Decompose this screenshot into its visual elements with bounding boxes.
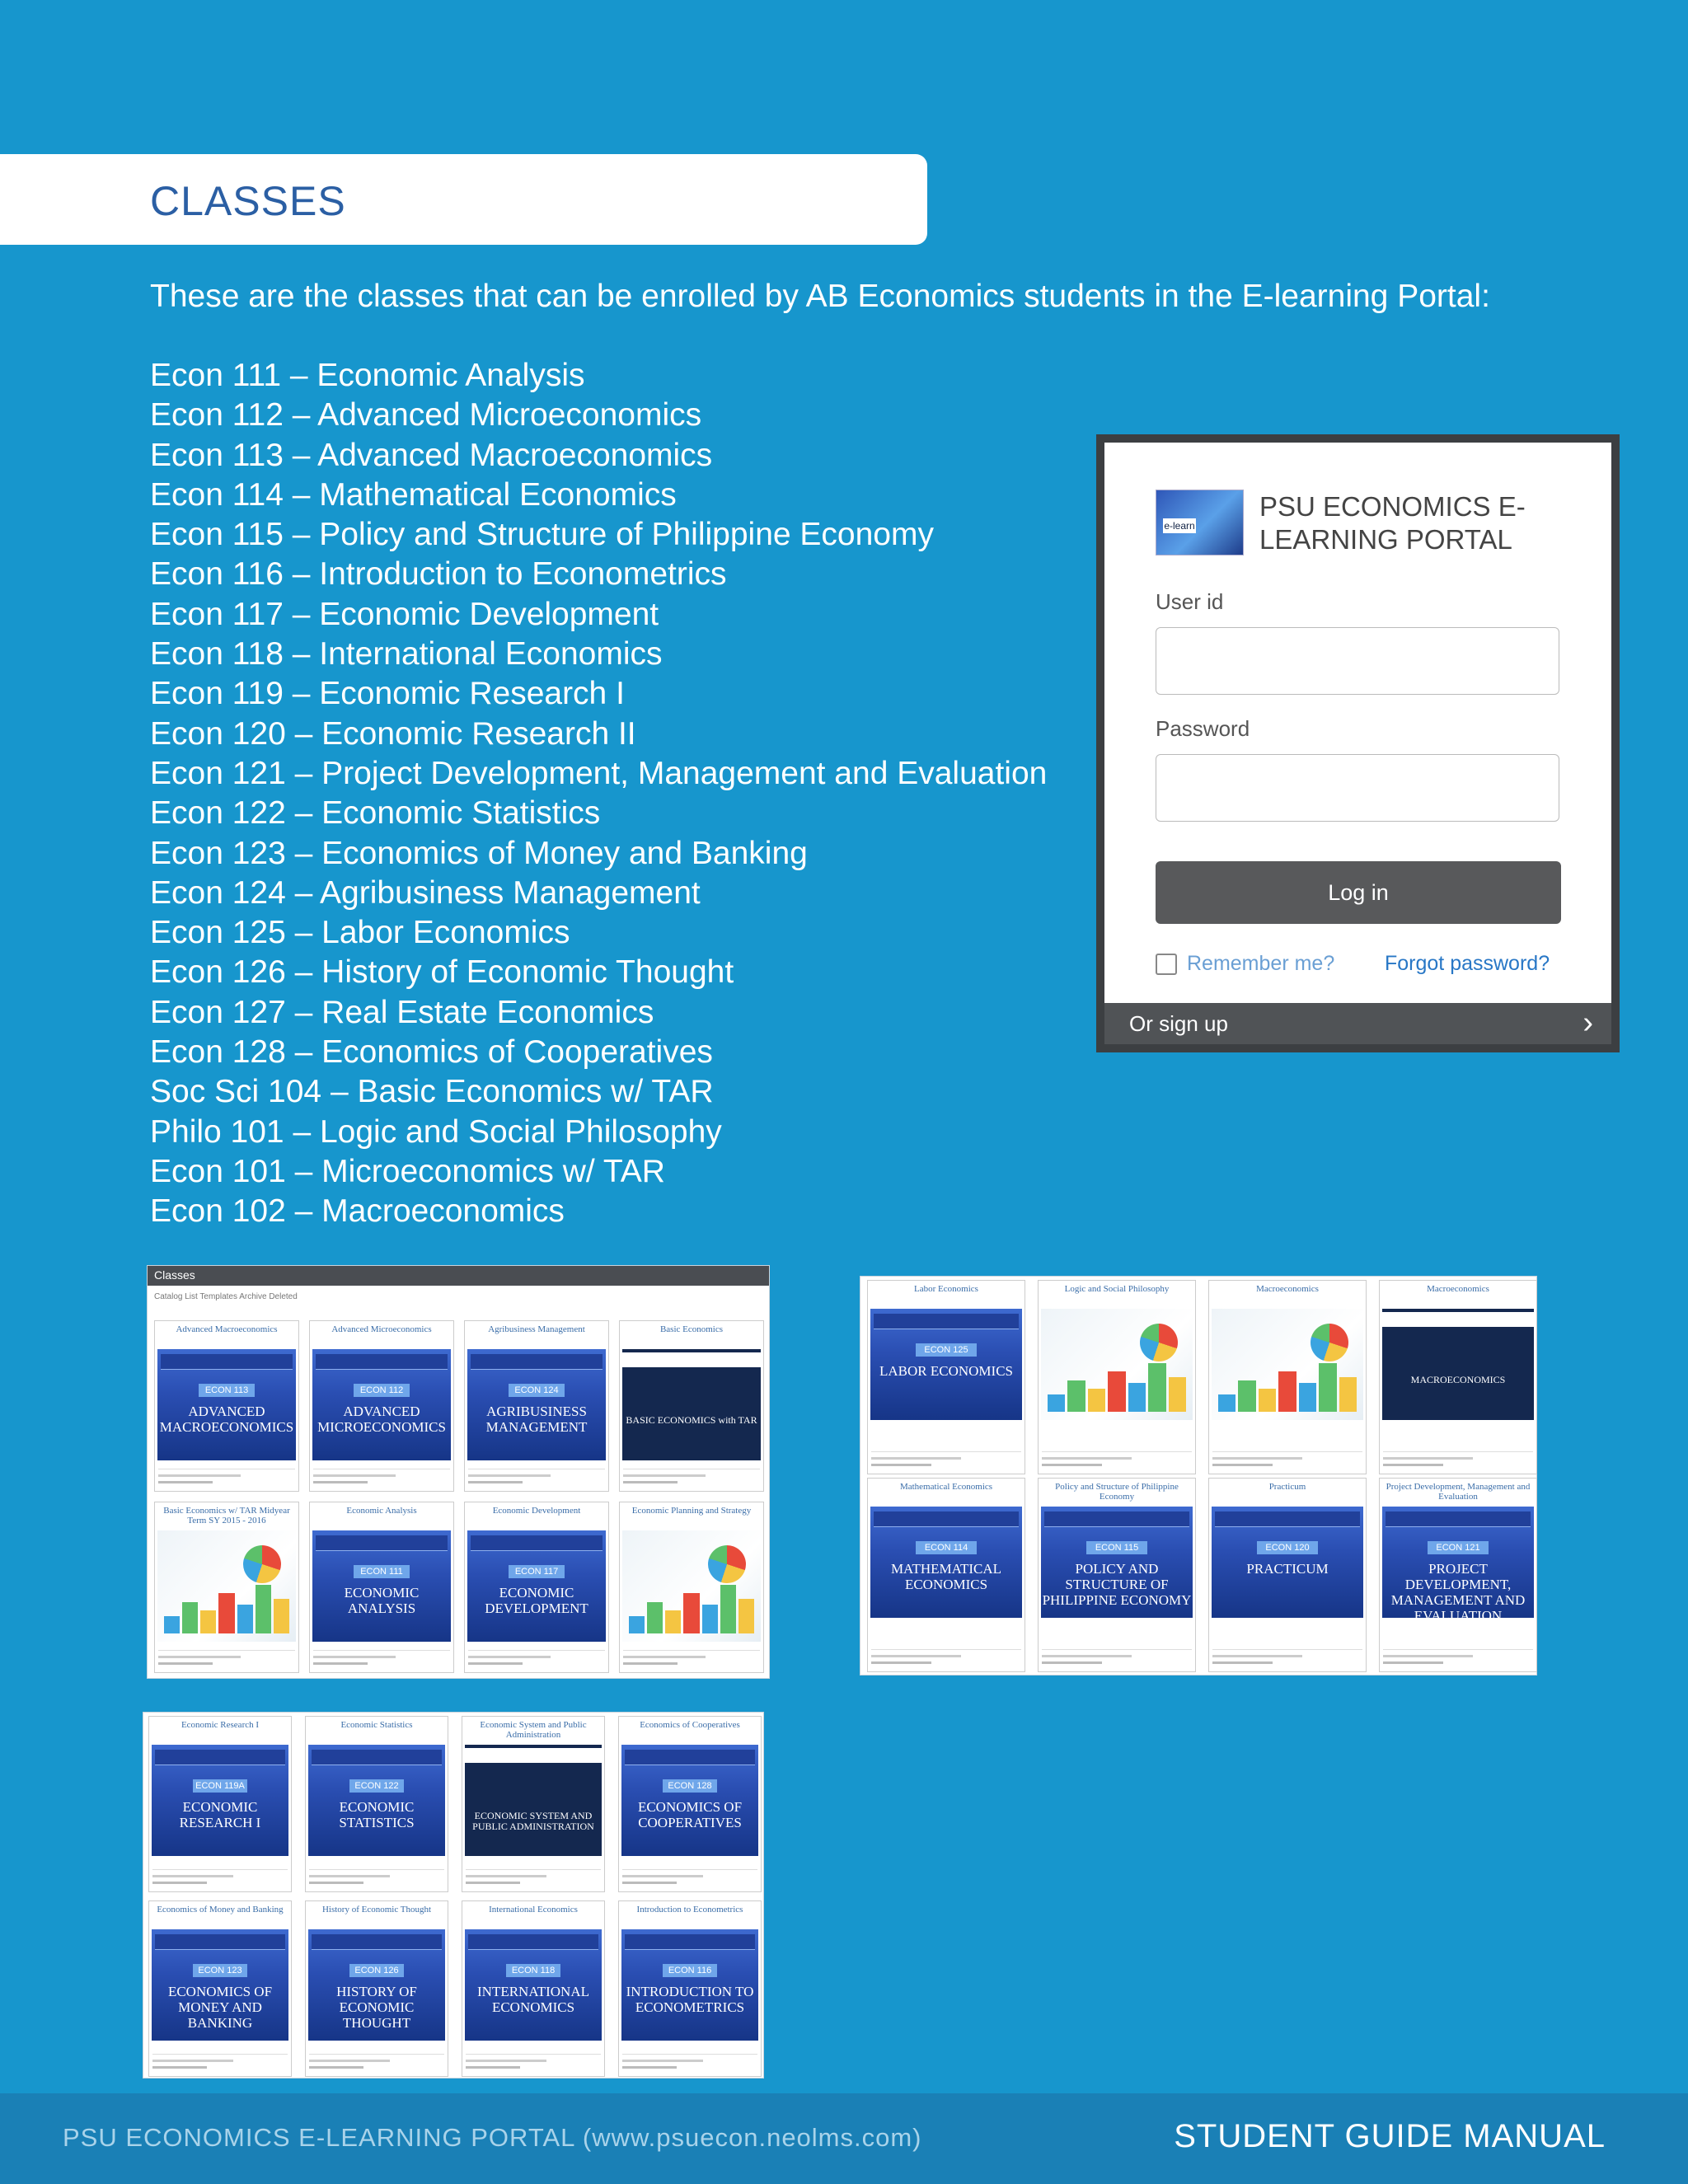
class-card-cover xyxy=(870,1309,1022,1420)
class-card-title: Economic Research I xyxy=(181,1720,260,1730)
class-card[interactable] xyxy=(305,1716,448,1892)
class-card-name: BASIC ECONOMICS with TAR xyxy=(626,1414,757,1426)
class-card-meta xyxy=(309,2054,444,2073)
class-card-title: Economic Analysis xyxy=(346,1506,417,1516)
class-card-cover xyxy=(467,1530,606,1642)
class-card-cover xyxy=(621,1745,758,1856)
class-card[interactable] xyxy=(618,1900,762,2077)
class-card[interactable] xyxy=(309,1502,454,1673)
class-card-title: Macroeconomics xyxy=(1256,1284,1319,1294)
classes-screenshot-3 xyxy=(143,1712,764,2079)
class-card-cover xyxy=(622,1349,761,1460)
class-card-code: ECON 119A xyxy=(193,1779,247,1793)
class-card-meta xyxy=(152,2054,288,2073)
class-card[interactable] xyxy=(154,1502,299,1673)
class-item: Econ 125 – Labor Economics xyxy=(150,915,570,951)
class-card-title: Economic Planning and Strategy xyxy=(631,1506,752,1516)
footer-manual-title: STUDENT GUIDE MANUAL xyxy=(1174,2118,1606,2154)
class-card-meta xyxy=(313,1650,450,1669)
class-card-meta xyxy=(313,1469,450,1488)
class-card-code: ECON 118 xyxy=(506,1964,560,1977)
class-card-meta xyxy=(158,1650,295,1669)
class-item: Econ 112 – Advanced Microeconomics xyxy=(150,397,702,434)
class-card-title: Advanced Macroeconomics xyxy=(176,1324,278,1334)
university-banner xyxy=(874,1314,1019,1329)
class-card-title: Policy and Structure of Philippine Economy xyxy=(1055,1482,1179,1502)
class-card-cover xyxy=(465,1929,602,2041)
classes-header xyxy=(148,1266,769,1286)
class-card-title: Macroeconomics xyxy=(1427,1284,1489,1294)
class-card[interactable] xyxy=(867,1280,1025,1474)
class-card-title: International Economics xyxy=(489,1905,578,1915)
class-item: Econ 115 – Policy and Structure of Philippine Economy xyxy=(150,517,934,553)
userid-input[interactable] xyxy=(1156,627,1559,695)
class-card-title: Practicum xyxy=(1268,1482,1306,1492)
class-card-code: ECON 114 xyxy=(916,1541,977,1554)
class-card[interactable] xyxy=(154,1320,299,1492)
class-card-meta xyxy=(1383,1649,1533,1668)
cover-header-strip xyxy=(622,1352,761,1367)
university-banner xyxy=(874,1511,1019,1527)
login-panel xyxy=(1104,443,1611,1044)
class-card[interactable] xyxy=(1208,1280,1367,1474)
class-item: Econ 124 – Agribusiness Management xyxy=(150,874,701,911)
class-card-meta xyxy=(466,1869,601,1888)
class-card-cover xyxy=(1382,1507,1534,1624)
class-card-name: PRACTICUM xyxy=(1246,1561,1329,1577)
university-banner xyxy=(625,1934,755,1950)
class-card-title: History of Economic Thought xyxy=(321,1905,432,1915)
class-card[interactable] xyxy=(462,1900,605,2077)
class-card-code: ECON 126 xyxy=(349,1964,404,1977)
classes-header-title: Classes xyxy=(154,1268,195,1282)
class-card-name: MACROECONOMICS xyxy=(1410,1374,1506,1385)
password-input[interactable] xyxy=(1156,754,1559,822)
class-card-code: ECON 115 xyxy=(1086,1541,1147,1554)
class-card-cover xyxy=(1041,1507,1193,1618)
class-card-name: ADVANCED MACROECONOMICS xyxy=(159,1404,294,1435)
class-item: Econ 118 – International Economics xyxy=(150,636,663,673)
class-item: Soc Sci 104 – Basic Economics w/ TAR xyxy=(150,1074,714,1110)
login-widget xyxy=(1096,434,1620,1052)
class-card-title: Basic Economics w/ TAR Midyear Term SY 2015 - 2016 xyxy=(163,1506,290,1526)
intro-text: These are the classes that can be enrolled by AB Economics students in the E-learning Portal: xyxy=(150,279,1490,314)
class-card-cover xyxy=(308,1929,445,2041)
class-card-meta xyxy=(158,1469,295,1488)
class-card-name: PROJECT DEVELOPMENT, MANAGEMENT AND EVALUATION xyxy=(1390,1561,1526,1624)
class-card-name: HISTORY OF ECONOMIC THOUGHT xyxy=(336,1984,417,2031)
class-card-cover xyxy=(312,1530,451,1642)
class-card-cover xyxy=(622,1530,761,1642)
class-card-meta xyxy=(468,1469,605,1488)
class-card[interactable] xyxy=(305,1900,448,2077)
class-card-code: ECON 124 xyxy=(509,1384,564,1397)
class-card-cover xyxy=(467,1349,606,1460)
portal-name: PSU ECONOMICS E-LEARNING PORTAL xyxy=(1259,491,1526,555)
class-card-title: Introduction to Econometrics xyxy=(636,1905,743,1915)
class-card[interactable] xyxy=(1208,1478,1367,1672)
class-card-name: ECONOMIC STATISTICS xyxy=(339,1799,415,1830)
class-card-name: ECONOMIC ANALYSIS xyxy=(344,1585,420,1616)
class-card[interactable] xyxy=(1379,1478,1537,1672)
class-item: Econ 127 – Real Estate Economics xyxy=(150,994,654,1030)
class-item: Econ 102 – Macroeconomics xyxy=(150,1193,565,1230)
class-card-meta xyxy=(466,2054,601,2073)
class-card-title: Economic Statistics xyxy=(340,1720,413,1730)
portal-logo xyxy=(1156,490,1244,555)
class-item: Econ 116 – Introduction to Econometrics xyxy=(150,556,727,593)
class-card[interactable] xyxy=(619,1320,764,1492)
class-card-name: MATHEMATICAL ECONOMICS xyxy=(890,1561,1002,1592)
class-card[interactable] xyxy=(464,1320,609,1492)
class-card[interactable] xyxy=(148,1900,292,2077)
bar-chart-icon xyxy=(1048,1354,1186,1412)
class-card-meta xyxy=(871,1451,1021,1470)
university-banner xyxy=(155,1934,285,1950)
class-card-code: ECON 112 xyxy=(354,1384,409,1397)
classes-tabs: Catalog List Templates Archive Deleted xyxy=(154,1292,298,1301)
class-card-title: Logic and Social Philosophy xyxy=(1064,1284,1170,1294)
class-card-code: ECON 117 xyxy=(509,1565,564,1578)
class-card-code: ECON 123 xyxy=(193,1964,247,1977)
university-banner xyxy=(161,1354,293,1370)
class-card-code: ECON 120 xyxy=(1257,1541,1318,1554)
class-card-cover xyxy=(157,1530,296,1642)
class-card-code: ECON 128 xyxy=(663,1779,717,1793)
class-card-cover xyxy=(308,1745,445,1856)
university-banner xyxy=(312,1934,442,1950)
class-card[interactable] xyxy=(309,1320,454,1492)
class-card-code: ECON 116 xyxy=(663,1964,717,1977)
class-card-name: ADVANCED MICROECONOMICS xyxy=(317,1404,446,1435)
university-banner xyxy=(468,1934,598,1950)
bar-chart-icon xyxy=(1218,1354,1357,1412)
university-banner xyxy=(316,1354,448,1370)
class-card-title: Advanced Microeconomics xyxy=(331,1324,432,1334)
class-card-code: ECON 125 xyxy=(916,1343,977,1357)
class-card-code: ECON 121 xyxy=(1428,1541,1489,1554)
class-card[interactable] xyxy=(618,1716,762,1892)
class-card[interactable] xyxy=(1038,1280,1196,1474)
class-card-title: Basic Economics xyxy=(659,1324,724,1334)
class-card-cover xyxy=(870,1507,1022,1618)
class-card-meta xyxy=(1042,1649,1192,1668)
class-item: Econ 114 – Mathematical Economics xyxy=(150,476,677,513)
userid-label: User id xyxy=(1156,589,1224,614)
class-card[interactable] xyxy=(619,1502,764,1673)
class-item: Econ 117 – Economic Development xyxy=(150,596,659,632)
university-banner xyxy=(1044,1511,1189,1527)
class-card-name: AGRIBUSINESS MANAGEMENT xyxy=(485,1404,588,1435)
class-card-code: ECON 113 xyxy=(199,1384,254,1397)
class-card-code: ECON 111 xyxy=(354,1565,409,1578)
class-item: Econ 119 – Economic Research I xyxy=(150,676,625,712)
signup-label: Or sign up xyxy=(1129,1011,1228,1036)
class-item: Econ 120 – Economic Research II xyxy=(150,715,636,752)
class-card-meta xyxy=(871,1649,1021,1668)
signup-bar[interactable] xyxy=(1104,1003,1611,1044)
class-item: Econ 128 – Economics of Cooperatives xyxy=(150,1034,713,1071)
cover-header-strip xyxy=(1382,1312,1534,1327)
class-card-cover xyxy=(465,1745,602,1856)
class-card-title: Agribusiness Management xyxy=(488,1324,585,1334)
class-card[interactable] xyxy=(1038,1478,1196,1672)
class-card-cover xyxy=(1212,1309,1363,1420)
class-item: Econ 123 – Economics of Money and Banking xyxy=(150,835,808,871)
bar-chart-icon xyxy=(164,1576,289,1633)
cover-header-strip xyxy=(465,1748,602,1763)
class-card-meta xyxy=(152,1869,288,1888)
class-card-meta xyxy=(1212,1649,1362,1668)
class-card-name: ECONOMICS OF MONEY AND BANKING xyxy=(167,1984,273,2031)
section-title: CLASSES xyxy=(150,178,346,224)
class-card-cover xyxy=(1212,1507,1363,1618)
university-banner xyxy=(312,1750,442,1765)
university-banner xyxy=(1386,1511,1531,1527)
class-card-name: ECONOMIC DEVELOPMENT xyxy=(485,1585,588,1616)
class-card-cover xyxy=(1382,1309,1534,1420)
class-card-meta xyxy=(623,1469,760,1488)
class-card[interactable] xyxy=(1379,1280,1537,1474)
class-card-cover xyxy=(152,1929,288,2041)
class-card-name: ECONOMIC SYSTEM AND PUBLIC ADMINISTRATION xyxy=(472,1810,594,1832)
class-card-title: Economic System and Public Administration xyxy=(480,1720,587,1740)
class-card-cover xyxy=(312,1349,451,1460)
class-item: Philo 101 – Logic and Social Philosophy xyxy=(150,1113,722,1150)
classes-screenshot-1 xyxy=(147,1265,770,1679)
class-card-meta xyxy=(622,2054,757,2073)
class-item: Econ 113 – Advanced Macroeconomics xyxy=(150,437,713,473)
class-card-name: ECONOMICS OF COOPERATIVES xyxy=(637,1799,743,1830)
remember-me[interactable] xyxy=(1156,952,1334,976)
university-banner xyxy=(155,1750,285,1765)
class-card-meta xyxy=(309,1869,444,1888)
university-banner xyxy=(1215,1511,1360,1527)
class-card[interactable] xyxy=(464,1502,609,1673)
class-card-title: Mathematical Economics xyxy=(899,1482,993,1492)
class-card-title: Economics of Money and Banking xyxy=(157,1905,284,1915)
class-list xyxy=(150,356,1047,1232)
class-item: Econ 121 – Project Development, Management and Evaluation xyxy=(150,755,1048,791)
class-card-title: Labor Economics xyxy=(914,1284,978,1294)
class-card-cover xyxy=(152,1745,288,1856)
university-banner xyxy=(625,1750,755,1765)
remember-checkbox[interactable] xyxy=(1156,954,1177,975)
class-card[interactable] xyxy=(462,1716,605,1892)
class-item: Econ 101 – Microeconomics w/ TAR xyxy=(150,1153,665,1189)
class-card[interactable] xyxy=(867,1478,1025,1672)
class-card-name: POLICY AND STRUCTURE OF PHILIPPINE ECONOMY xyxy=(1042,1561,1192,1608)
university-banner xyxy=(471,1354,603,1370)
class-card-meta xyxy=(468,1650,605,1669)
class-card-name: ECONOMIC RESEARCH I xyxy=(179,1799,261,1830)
class-card-title: Economic Development xyxy=(492,1506,581,1516)
password-label: Password xyxy=(1156,716,1250,741)
class-card[interactable] xyxy=(148,1716,292,1892)
class-card-cover xyxy=(621,1929,758,2041)
class-card-title: Economics of Cooperatives xyxy=(640,1720,740,1730)
classes-screenshot-2 xyxy=(860,1276,1537,1675)
class-card-meta xyxy=(623,1650,760,1669)
footer-portal-url: PSU ECONOMICS E-LEARNING PORTAL (www.psuecon.neolms.com) xyxy=(63,2123,922,2152)
page-footer xyxy=(0,2093,1688,2184)
class-card-title: Project Development, Management and Evaluation xyxy=(1386,1482,1531,1502)
class-item: Econ 126 – History of Economic Thought xyxy=(150,954,734,991)
class-card-meta xyxy=(1042,1451,1192,1470)
bar-chart-icon xyxy=(629,1576,754,1633)
class-card-cover xyxy=(1041,1309,1193,1420)
chevron-right-icon: › xyxy=(1582,1005,1593,1040)
university-banner xyxy=(471,1535,603,1551)
class-card-meta xyxy=(1383,1451,1533,1470)
class-card-meta xyxy=(1212,1451,1362,1470)
remember-label: Remember me? xyxy=(1187,952,1335,975)
class-card-name: INTRODUCTION TO ECONOMETRICS xyxy=(626,1984,754,2015)
class-card-name: LABOR ECONOMICS xyxy=(879,1363,1013,1379)
class-card-code: ECON 122 xyxy=(349,1779,404,1793)
class-item: Econ 111 – Economic Analysis xyxy=(150,358,585,393)
section-title-bar xyxy=(0,154,927,245)
class-card-name: INTERNATIONAL ECONOMICS xyxy=(477,1984,589,2015)
class-item: Econ 122 – Economic Statistics xyxy=(150,795,601,832)
university-banner xyxy=(316,1535,448,1551)
logo-text: e-learn xyxy=(1164,520,1195,532)
class-card-meta xyxy=(622,1869,757,1888)
login-button[interactable]: Log in xyxy=(1156,861,1561,924)
class-card-cover xyxy=(157,1349,296,1460)
forgot-password-link[interactable]: Forgot password? xyxy=(1385,952,1550,975)
